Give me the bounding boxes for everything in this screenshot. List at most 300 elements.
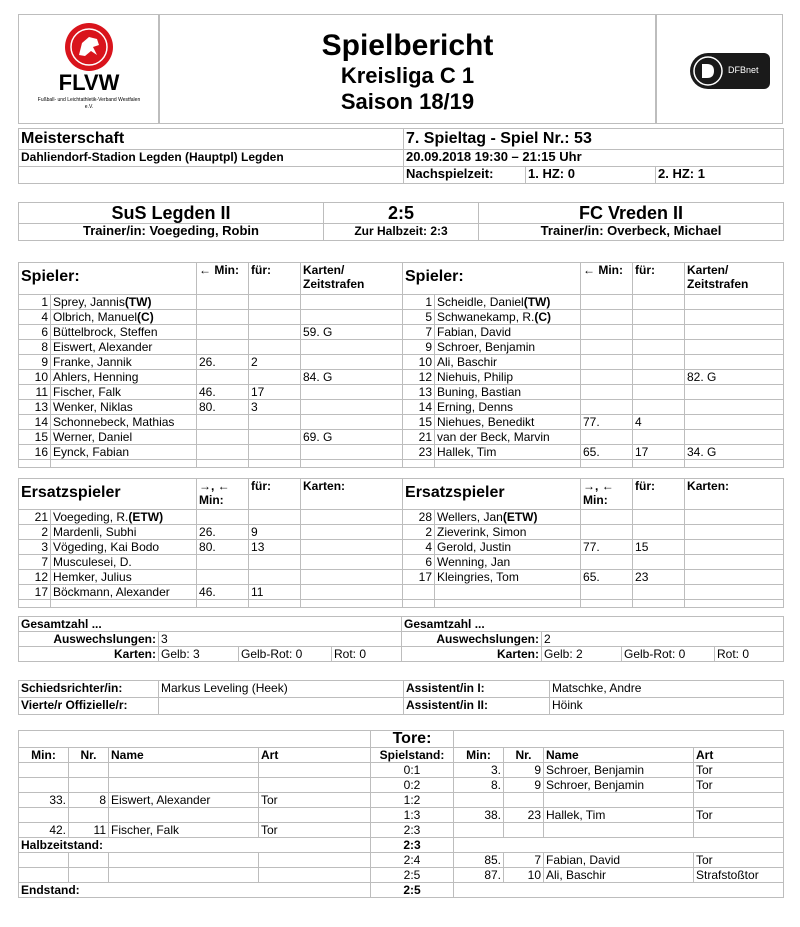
- away-goal-art-header: Art: [694, 748, 784, 763]
- player-name: Wenker, Niklas: [53, 400, 133, 414]
- home-player-name-cell: [51, 385, 197, 400]
- home-goal-minute: [19, 853, 69, 868]
- away-player-card: [685, 325, 784, 340]
- home-player-sub-minute: 26.: [197, 355, 249, 370]
- goal-row: [19, 853, 784, 868]
- away-player-sub-minute: [581, 310, 633, 325]
- home-goal-minute: [19, 808, 69, 823]
- away-goal-scorer: Schroer, Benjamin: [544, 778, 694, 793]
- home-player-sub-minute: [197, 445, 249, 460]
- away-player-name-cell: [435, 430, 581, 445]
- assistant-1-label: Assistent/in I:: [404, 681, 550, 698]
- away-player-name-cell: [435, 370, 581, 385]
- away-player-name-cell: [435, 415, 581, 430]
- home-player-name-cell: [51, 585, 197, 600]
- home-player-number: 14: [19, 415, 51, 430]
- away-player-sub-for: 15: [633, 540, 685, 555]
- away-subs-label: Auswechslungen:: [402, 632, 542, 647]
- home-cards-label: Karten:: [19, 647, 159, 662]
- home-player-sub-for: [249, 555, 301, 570]
- home-player-sub-minute: [197, 325, 249, 340]
- away-player-sub-for: [633, 295, 685, 310]
- home-sub-header: Ersatzspieler: [19, 479, 197, 510]
- away-player-sub-for: 4: [633, 415, 685, 430]
- assistant-2-label: Assistent/in II:: [404, 698, 550, 715]
- goal-row: [19, 793, 784, 808]
- home-player-number: 15: [19, 430, 51, 445]
- home-goal-number: 11: [69, 823, 109, 838]
- home-cards-header: Karten/ Zeitstrafen: [301, 263, 403, 295]
- away-player-sub-minute: [581, 430, 633, 445]
- away-goal-min-header: Min:: [454, 748, 504, 763]
- player-row: [19, 540, 784, 555]
- player-row: [19, 525, 784, 540]
- player-name: Schwanekamp, R.: [437, 310, 535, 324]
- away-player-name-cell: [435, 310, 581, 325]
- lineup-rows: [19, 295, 784, 468]
- flvw-logo: [18, 14, 160, 124]
- home-player-name-cell: [51, 400, 197, 415]
- home-player-number: 12: [19, 570, 51, 585]
- player-role-tag: (C): [534, 310, 552, 324]
- away-player-header: Spieler:: [403, 263, 581, 295]
- away-goal-number: 9: [504, 778, 544, 793]
- home-player-sub-for: [249, 370, 301, 385]
- home-goal-minute: [19, 763, 69, 778]
- player-name: Schroer, Benjamin: [437, 340, 536, 354]
- home-player-name-cell: [51, 340, 197, 355]
- home-player-sub-minute: [197, 295, 249, 310]
- home-player-name-cell: [51, 525, 197, 540]
- away-player-sub-minute: [581, 370, 633, 385]
- away-player-sub-for: [633, 510, 685, 525]
- title-block: [158, 14, 657, 124]
- away-goal-number: 10: [504, 868, 544, 883]
- player-row: [19, 430, 784, 445]
- goal-row: [19, 808, 784, 823]
- player-name: Ali, Baschir: [437, 355, 498, 369]
- away-player-sub-minute: [581, 510, 633, 525]
- away-player-card: [685, 525, 784, 540]
- away-player-number: [403, 585, 435, 600]
- home-coach: Trainer/in: Voegeding, Robin: [19, 224, 324, 241]
- home-yellow-count: Gelb: 3: [159, 647, 239, 662]
- final-label: Endstand:: [19, 883, 371, 898]
- home-player-number: 13: [19, 400, 51, 415]
- running-score: 2:5: [371, 868, 454, 883]
- player-name: Kleingries, Tom: [437, 570, 519, 584]
- away-player-number: 6: [403, 555, 435, 570]
- home-player-sub-minute: [197, 555, 249, 570]
- away-goal-scorer: [544, 823, 694, 838]
- away-goal-type: [694, 793, 784, 808]
- home-player-sub-for: [249, 430, 301, 445]
- referee-label: Schiedsrichter/in:: [19, 681, 159, 698]
- goal-row: [19, 823, 784, 838]
- home-player-number: 10: [19, 370, 51, 385]
- running-score: 0:2: [371, 778, 454, 793]
- player-row: [19, 400, 784, 415]
- away-sub-for-header: für:: [633, 479, 685, 510]
- away-player-name-cell: [435, 585, 581, 600]
- home-player-name-cell: [51, 295, 197, 310]
- home-player-number: 8: [19, 340, 51, 355]
- home-player-card: [301, 555, 403, 570]
- datetime-label: 20.09.2018 19:30 – 21:15 Uhr: [404, 150, 784, 167]
- fourth-official-label: Vierte/r Offizielle/r:: [19, 698, 159, 715]
- home-player-number: 3: [19, 540, 51, 555]
- player-role-tag: (ETW): [502, 510, 538, 524]
- home-player-name-cell: [51, 415, 197, 430]
- home-player-sub-minute: 80.: [197, 400, 249, 415]
- home-player-name-cell: [51, 540, 197, 555]
- player-row: [19, 340, 784, 355]
- away-player-number: 7: [403, 325, 435, 340]
- home-player-sub-minute: 46.: [197, 385, 249, 400]
- player-name: Erning, Denns: [437, 400, 514, 414]
- home-player-name-cell: [51, 355, 197, 370]
- home-goal-scorer: [109, 808, 259, 823]
- score-header: Spielstand:: [371, 748, 454, 763]
- home-player-number: 11: [19, 385, 51, 400]
- player-row: [19, 295, 784, 310]
- officials-table: [18, 680, 784, 715]
- home-player-sub-for: [249, 325, 301, 340]
- home-player-sub-for: [249, 310, 301, 325]
- home-player-card: [301, 310, 403, 325]
- away-player-name-cell: [435, 385, 581, 400]
- home-goal-scorer: [109, 778, 259, 793]
- player-row: [19, 510, 784, 525]
- away-player-sub-for: [633, 400, 685, 415]
- goal-row: [19, 778, 784, 793]
- home-player-number: 6: [19, 325, 51, 340]
- home-goal-number: [69, 763, 109, 778]
- home-goal-minute: 33.: [19, 793, 69, 808]
- home-goal-type: [259, 808, 371, 823]
- home-player-sub-for: 11: [249, 585, 301, 600]
- home-subs-count: 3: [159, 632, 402, 647]
- away-player-sub-minute: 77.: [581, 540, 633, 555]
- goals-first-half: [19, 763, 784, 838]
- home-player-card: [301, 570, 403, 585]
- player-name: Fabian, David: [437, 325, 512, 339]
- player-name: Hemker, Julius: [53, 570, 132, 584]
- home-goal-number: [69, 778, 109, 793]
- away-player-sub-minute: [581, 555, 633, 570]
- away-goal-minute: 87.: [454, 868, 504, 883]
- player-name: Ahlers, Henning: [53, 370, 139, 384]
- home-player-sub-for: 13: [249, 540, 301, 555]
- away-yellow-red-count: Gelb-Rot: 0: [622, 647, 715, 662]
- goals-table: [18, 730, 784, 898]
- final-result: 2:5: [371, 883, 454, 898]
- home-player-sub-for: 9: [249, 525, 301, 540]
- player-name: Fischer, Falk: [53, 385, 122, 399]
- assistant-2-name: Höink: [550, 698, 784, 715]
- home-goal-scorer: [109, 868, 259, 883]
- assistant-1-name: Matschke, Andre: [550, 681, 784, 698]
- home-player-sub-minute: [197, 510, 249, 525]
- away-min-header: ← Min:: [581, 263, 633, 295]
- home-goal-number: 8: [69, 793, 109, 808]
- home-player-sub-minute: 46.: [197, 585, 249, 600]
- player-name: Buning, Bastian: [437, 385, 522, 399]
- home-player-sub-minute: 80.: [197, 540, 249, 555]
- away-player-sub-for: [633, 525, 685, 540]
- away-player-name-cell: [435, 340, 581, 355]
- away-player-name-cell: [435, 555, 581, 570]
- home-team-name: SuS Legden II: [19, 203, 324, 224]
- away-goal-minute: 3.: [454, 763, 504, 778]
- away-cards-label: Karten:: [402, 647, 542, 662]
- away-player-card: [685, 400, 784, 415]
- home-player-number: 2: [19, 525, 51, 540]
- home-player-card: 59. G: [301, 325, 403, 340]
- home-player-card: [301, 415, 403, 430]
- away-for-header: für:: [633, 263, 685, 295]
- away-player-card: [685, 510, 784, 525]
- away-goal-type: Tor: [694, 808, 784, 823]
- home-player-sub-for: [249, 415, 301, 430]
- player-role-tag: (C): [137, 310, 154, 324]
- away-player-number: 21: [403, 430, 435, 445]
- away-team-name: FC Vreden II: [479, 203, 784, 224]
- away-goal-type: Tor: [694, 778, 784, 793]
- player-row: [19, 355, 784, 370]
- home-player-number: 4: [19, 310, 51, 325]
- player-name: Mardenli, Subhi: [53, 525, 137, 539]
- away-goal-number: 7: [504, 853, 544, 868]
- away-player-sub-for: [633, 555, 685, 570]
- flvw-logo-text: FLVW: [58, 70, 120, 95]
- home-player-card: 69. G: [301, 430, 403, 445]
- player-role-tag: (TW): [523, 295, 551, 309]
- away-player-sub-minute: [581, 325, 633, 340]
- running-score: 2:4: [371, 853, 454, 868]
- away-player-card: [685, 340, 784, 355]
- home-player-sub-minute: [197, 310, 249, 325]
- running-score: 2:3: [371, 823, 454, 838]
- home-goal-type: [259, 778, 371, 793]
- home-sub-min-header: →, ← Min:: [197, 479, 249, 510]
- away-goal-scorer: [544, 793, 694, 808]
- away-player-sub-minute: [581, 585, 633, 600]
- home-goal-min-header: Min:: [19, 748, 69, 763]
- home-player-card: 84. G: [301, 370, 403, 385]
- fourth-official-name: [159, 698, 404, 715]
- home-player-sub-minute: 26.: [197, 525, 249, 540]
- substitutes-table: [18, 478, 784, 608]
- away-player-number: 17: [403, 570, 435, 585]
- player-name: Eiswert, Alexander: [53, 340, 153, 354]
- home-goal-number: [69, 853, 109, 868]
- home-player-sub-for: [249, 510, 301, 525]
- away-player-sub-minute: [581, 400, 633, 415]
- away-goal-minute: [454, 793, 504, 808]
- away-player-sub-minute: [581, 385, 633, 400]
- home-player-card: [301, 445, 403, 460]
- away-player-name-cell: [435, 400, 581, 415]
- player-row: [19, 385, 784, 400]
- player-row: [19, 310, 784, 325]
- home-for-header: für:: [249, 263, 301, 295]
- away-player-card: [685, 570, 784, 585]
- away-goal-type: Strafstoßtor: [694, 868, 784, 883]
- home-player-sub-minute: [197, 370, 249, 385]
- player-row: [19, 555, 784, 570]
- away-sub-header: Ersatzspieler: [403, 479, 581, 510]
- away-player-name-cell: [435, 540, 581, 555]
- home-goal-scorer: [109, 763, 259, 778]
- away-player-number: 14: [403, 400, 435, 415]
- home-goal-type: [259, 763, 371, 778]
- away-goal-minute: 85.: [454, 853, 504, 868]
- away-player-number: 10: [403, 355, 435, 370]
- home-player-card: [301, 540, 403, 555]
- score-table: [18, 202, 784, 241]
- home-player-sub-for: [249, 445, 301, 460]
- player-name: Niehues, Benedikt: [437, 415, 535, 429]
- player-name: Sprey, Jannis: [53, 295, 125, 309]
- flvw-logo-subtitle: Fußball- und Leichtathletik-Verband Westfalen e.V.: [37, 97, 141, 110]
- away-player-card: [685, 555, 784, 570]
- goal-row: [19, 763, 784, 778]
- player-name: Gerold, Justin: [437, 540, 512, 554]
- home-player-name-cell: [51, 510, 197, 525]
- player-name: Hallek, Tim: [437, 445, 497, 459]
- match-info-table: [18, 128, 784, 184]
- away-player-sub-minute: 65.: [581, 445, 633, 460]
- home-goal-art-header: Art: [259, 748, 371, 763]
- away-goal-type: Tor: [694, 853, 784, 868]
- player-name: Musculesei, D.: [53, 555, 132, 569]
- away-player-name-cell: [435, 445, 581, 460]
- away-goal-scorer: Hallek, Tim: [544, 808, 694, 823]
- home-min-header: ← Min:: [197, 263, 249, 295]
- home-player-number: 7: [19, 555, 51, 570]
- away-player-number: 1: [403, 295, 435, 310]
- away-player-sub-for: [633, 340, 685, 355]
- away-player-sub-for: [633, 370, 685, 385]
- home-player-sub-for: [249, 340, 301, 355]
- home-player-name-cell: [51, 445, 197, 460]
- player-name: Franke, Jannik: [53, 355, 132, 369]
- home-goal-scorer: Eiswert, Alexander: [109, 793, 259, 808]
- extra-time-first-half: 1. HZ: 0: [526, 167, 656, 184]
- home-goal-minute: [19, 868, 69, 883]
- home-player-card: [301, 510, 403, 525]
- home-player-card: [301, 400, 403, 415]
- away-player-number: 4: [403, 540, 435, 555]
- home-player-number: 9: [19, 355, 51, 370]
- away-player-sub-for: [633, 325, 685, 340]
- home-yellow-red-count: Gelb-Rot: 0: [239, 647, 332, 662]
- home-goal-type: Tor: [259, 793, 371, 808]
- player-row: [19, 370, 784, 385]
- away-goal-type: [694, 823, 784, 838]
- away-player-name-cell: [435, 325, 581, 340]
- home-sub-cards-header: Karten:: [301, 479, 403, 510]
- home-goal-type: [259, 853, 371, 868]
- player-row: [19, 570, 784, 585]
- home-player-card: [301, 385, 403, 400]
- away-player-sub-for: [633, 355, 685, 370]
- home-player-number: 21: [19, 510, 51, 525]
- home-goal-type: [259, 868, 371, 883]
- away-sub-min-header: →, ← Min:: [581, 479, 633, 510]
- player-name: Niehuis, Philip: [437, 370, 514, 384]
- home-goal-minute: 42.: [19, 823, 69, 838]
- home-totals-label: Gesamtzahl ...: [19, 617, 402, 632]
- away-cards-header: Karten/ Zeitstrafen: [685, 263, 784, 295]
- running-score: 1:2: [371, 793, 454, 808]
- goal-row: [19, 868, 784, 883]
- home-player-sub-for: [249, 570, 301, 585]
- away-player-number: 23: [403, 445, 435, 460]
- away-player-sub-for: 17: [633, 445, 685, 460]
- player-name: Böckmann, Alexander: [53, 585, 170, 599]
- totals-table: [18, 616, 784, 662]
- away-player-card: [685, 430, 784, 445]
- away-player-name-cell: [435, 510, 581, 525]
- away-player-number: 13: [403, 385, 435, 400]
- final-score: 2:5: [324, 203, 479, 224]
- matchday-label: 7. Spieltag - Spiel Nr.: 53: [404, 129, 784, 150]
- away-player-card: 34. G: [685, 445, 784, 460]
- home-player-sub-minute: [197, 415, 249, 430]
- away-goal-minute: 8.: [454, 778, 504, 793]
- referee-name: Markus Leveling (Heek): [159, 681, 404, 698]
- home-sub-for-header: für:: [249, 479, 301, 510]
- report-header: [18, 14, 783, 124]
- away-player-card: [685, 585, 784, 600]
- away-player-name-cell: [435, 570, 581, 585]
- home-goal-number: [69, 808, 109, 823]
- substitute-rows: [19, 510, 784, 608]
- home-player-sub-minute: [197, 570, 249, 585]
- home-player-header: Spieler:: [19, 263, 197, 295]
- away-goal-scorer: Schroer, Benjamin: [544, 763, 694, 778]
- home-player-number: 17: [19, 585, 51, 600]
- home-red-count: Rot: 0: [332, 647, 402, 662]
- away-player-card: [685, 295, 784, 310]
- away-player-card: [685, 415, 784, 430]
- away-player-sub-minute: [581, 355, 633, 370]
- away-player-sub-minute: 65.: [581, 570, 633, 585]
- home-goal-scorer: [109, 853, 259, 868]
- halftime-result: 2:3: [371, 838, 454, 853]
- away-player-card: [685, 540, 784, 555]
- away-player-name-cell: [435, 525, 581, 540]
- away-player-sub-minute: 77.: [581, 415, 633, 430]
- away-goal-minute: 38.: [454, 808, 504, 823]
- home-goal-nr-header: Nr.: [69, 748, 109, 763]
- away-player-sub-for: [633, 430, 685, 445]
- home-player-sub-minute: [197, 340, 249, 355]
- player-role-tag: (TW): [124, 295, 152, 309]
- season-label: Saison 18/19: [340, 89, 475, 114]
- away-goal-number: [504, 823, 544, 838]
- away-sub-cards-header: Karten:: [685, 479, 784, 510]
- away-player-sub-minute: [581, 340, 633, 355]
- away-goal-nr-header: Nr.: [504, 748, 544, 763]
- away-goal-type: Tor: [694, 763, 784, 778]
- away-player-card: [685, 310, 784, 325]
- home-player-sub-minute: [197, 430, 249, 445]
- player-row: [19, 585, 784, 600]
- away-player-sub-for: [633, 585, 685, 600]
